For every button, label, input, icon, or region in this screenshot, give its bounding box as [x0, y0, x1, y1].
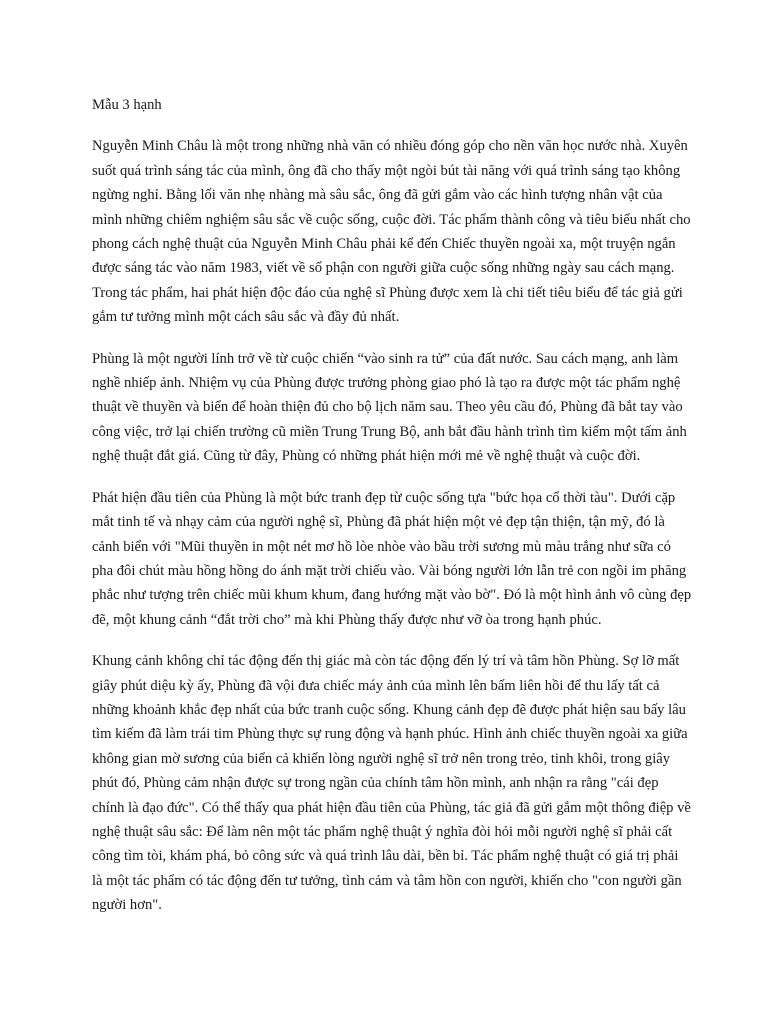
paragraph-first-discovery: Phát hiện đầu tiên của Phùng là một bức tranh đẹp từ cuộc sống tựa "bức họa cổ thời tàu". Dưới cặp mắt tinh tế và nhạy cảm của người nghệ sĩ, Phùng đã phát hiện một vẻ đẹp tận thiện, tận mỹ, đó là cảnh biển với "Mũi thuyền in một nét mơ hồ lòe nhòe vào bầu trời sương mù màu trắng như sữa có pha đôi chút màu hồng hồng do ánh mặt trời chiếu vào. Vài bóng người lớn lẫn trẻ con ngồi im phăng phắc như tượng trên chiếc mũi khum khum, đang hướng mặt vào bờ". Đó là một hình ảnh vô cùng đẹp đẽ, một khung cảnh “đắt trời cho” mà khi Phùng thấy được như vỡ òa trong hạnh phúc.: [92, 489, 692, 628]
document-body: [92, 93, 692, 935]
paragraph-phung-background: Phùng là một người lính trở về từ cuộc chiến “vào sinh ra tử” của đất nước. Sau cách mạng, anh làm nghề nhiếp ảnh. Nhiệm vụ của Phùng được trưởng phòng giao phó là tạo ra được một tác phẩm nghệ thuật về thuyền và biển để hoàn thiện đủ cho bộ lịch năm sau. Theo yêu cầu đó, Phùng đã bắt tay vào công việc, trở lại chiến trường cũ miền Trung Trung Bộ, anh bắt đầu hành trình tìm kiếm một tấm ảnh nghệ thuật đắt giá. Cũng từ đây, Phùng có những phát hiện mới mẻ về nghệ thuật và cuộc đời.: [92, 350, 687, 465]
document-title: Mẫu 3 hạnh: [92, 97, 162, 113]
paragraph-intro: Nguyễn Minh Châu là một trong những nhà văn có nhiều đóng góp cho nền văn học nước nhà. Xuyên suốt quá trình sáng tác của mình, ông đã cho thấy một ngòi bút tài năng với quá trình sáng tạo không ngừng nghỉ. Bằng lối văn nhẹ nhàng mà sâu sắc, ông đã gửi gắm vào các hình tượng nhân vật của mình những chiêm nghiệm sâu sắc về cuộc sống, cuộc đời. Tác phẩm thành công và tiêu biểu nhất cho phong cách nghệ thuật của Nguyễn Minh Châu phải kể đến Chiếc thuyền ngoài xa, một truyện ngắn được sáng tác vào năm 1983, viết về số phận con người giữa cuộc sống những ngày sau cách mạng. Trong tác phẩm, hai phát hiện độc đáo của nghệ sĩ Phùng được xem là chi tiết tiêu biểu để tác giả gửi gắm tư tưởng mình một cách sâu sắc và đầy đủ nhất.: [92, 138, 691, 326]
paragraph-discovery-impact: Khung cảnh không chỉ tác động đến thị giác mà còn tác động đến lý trí và tâm hồn Phùng. Sợ lỡ mất giây phút diệu kỳ ấy, Phùng đã vội đưa chiếc máy ảnh của mình lên bấm liên hồi để thu lấy tất cả những khoảnh khắc đẹp nhất của bức tranh cuộc sống. Khung cảnh đẹp đẽ được phát hiện sau bấy lâu tìm kiếm đã làm trái tim Phùng thực sự rung động và hạnh phúc. Hình ảnh chiếc thuyền ngoài xa giữa không gian mờ sương của biển cả khiến lòng người nghệ sĩ trở nên trong trẻo, tinh khôi, trong giây phút đó, Phùng cảm nhận được sự trong ngần của chính tâm hồn mình, anh nhận ra rằng "cái đẹp chính là đạo đức". Có thể thấy qua phát hiện đầu tiên của Phùng, tác giả đã gửi gắm một thông điệp về nghệ thuật sâu sắc: Để làm nên một tác phẩm nghệ thuật ý nghĩa đòi hỏi mỗi người nghệ sĩ phải cất công tìm tòi, khám phá, bỏ công sức và quá trình lâu dài, bền bỉ. Tác phẩm nghệ thuật có giá trị phải là một tác phẩm có tác động đến tư tưởng, tình cảm và tâm hồn con người, khiến cho "con người gần người hơn".: [92, 653, 691, 914]
